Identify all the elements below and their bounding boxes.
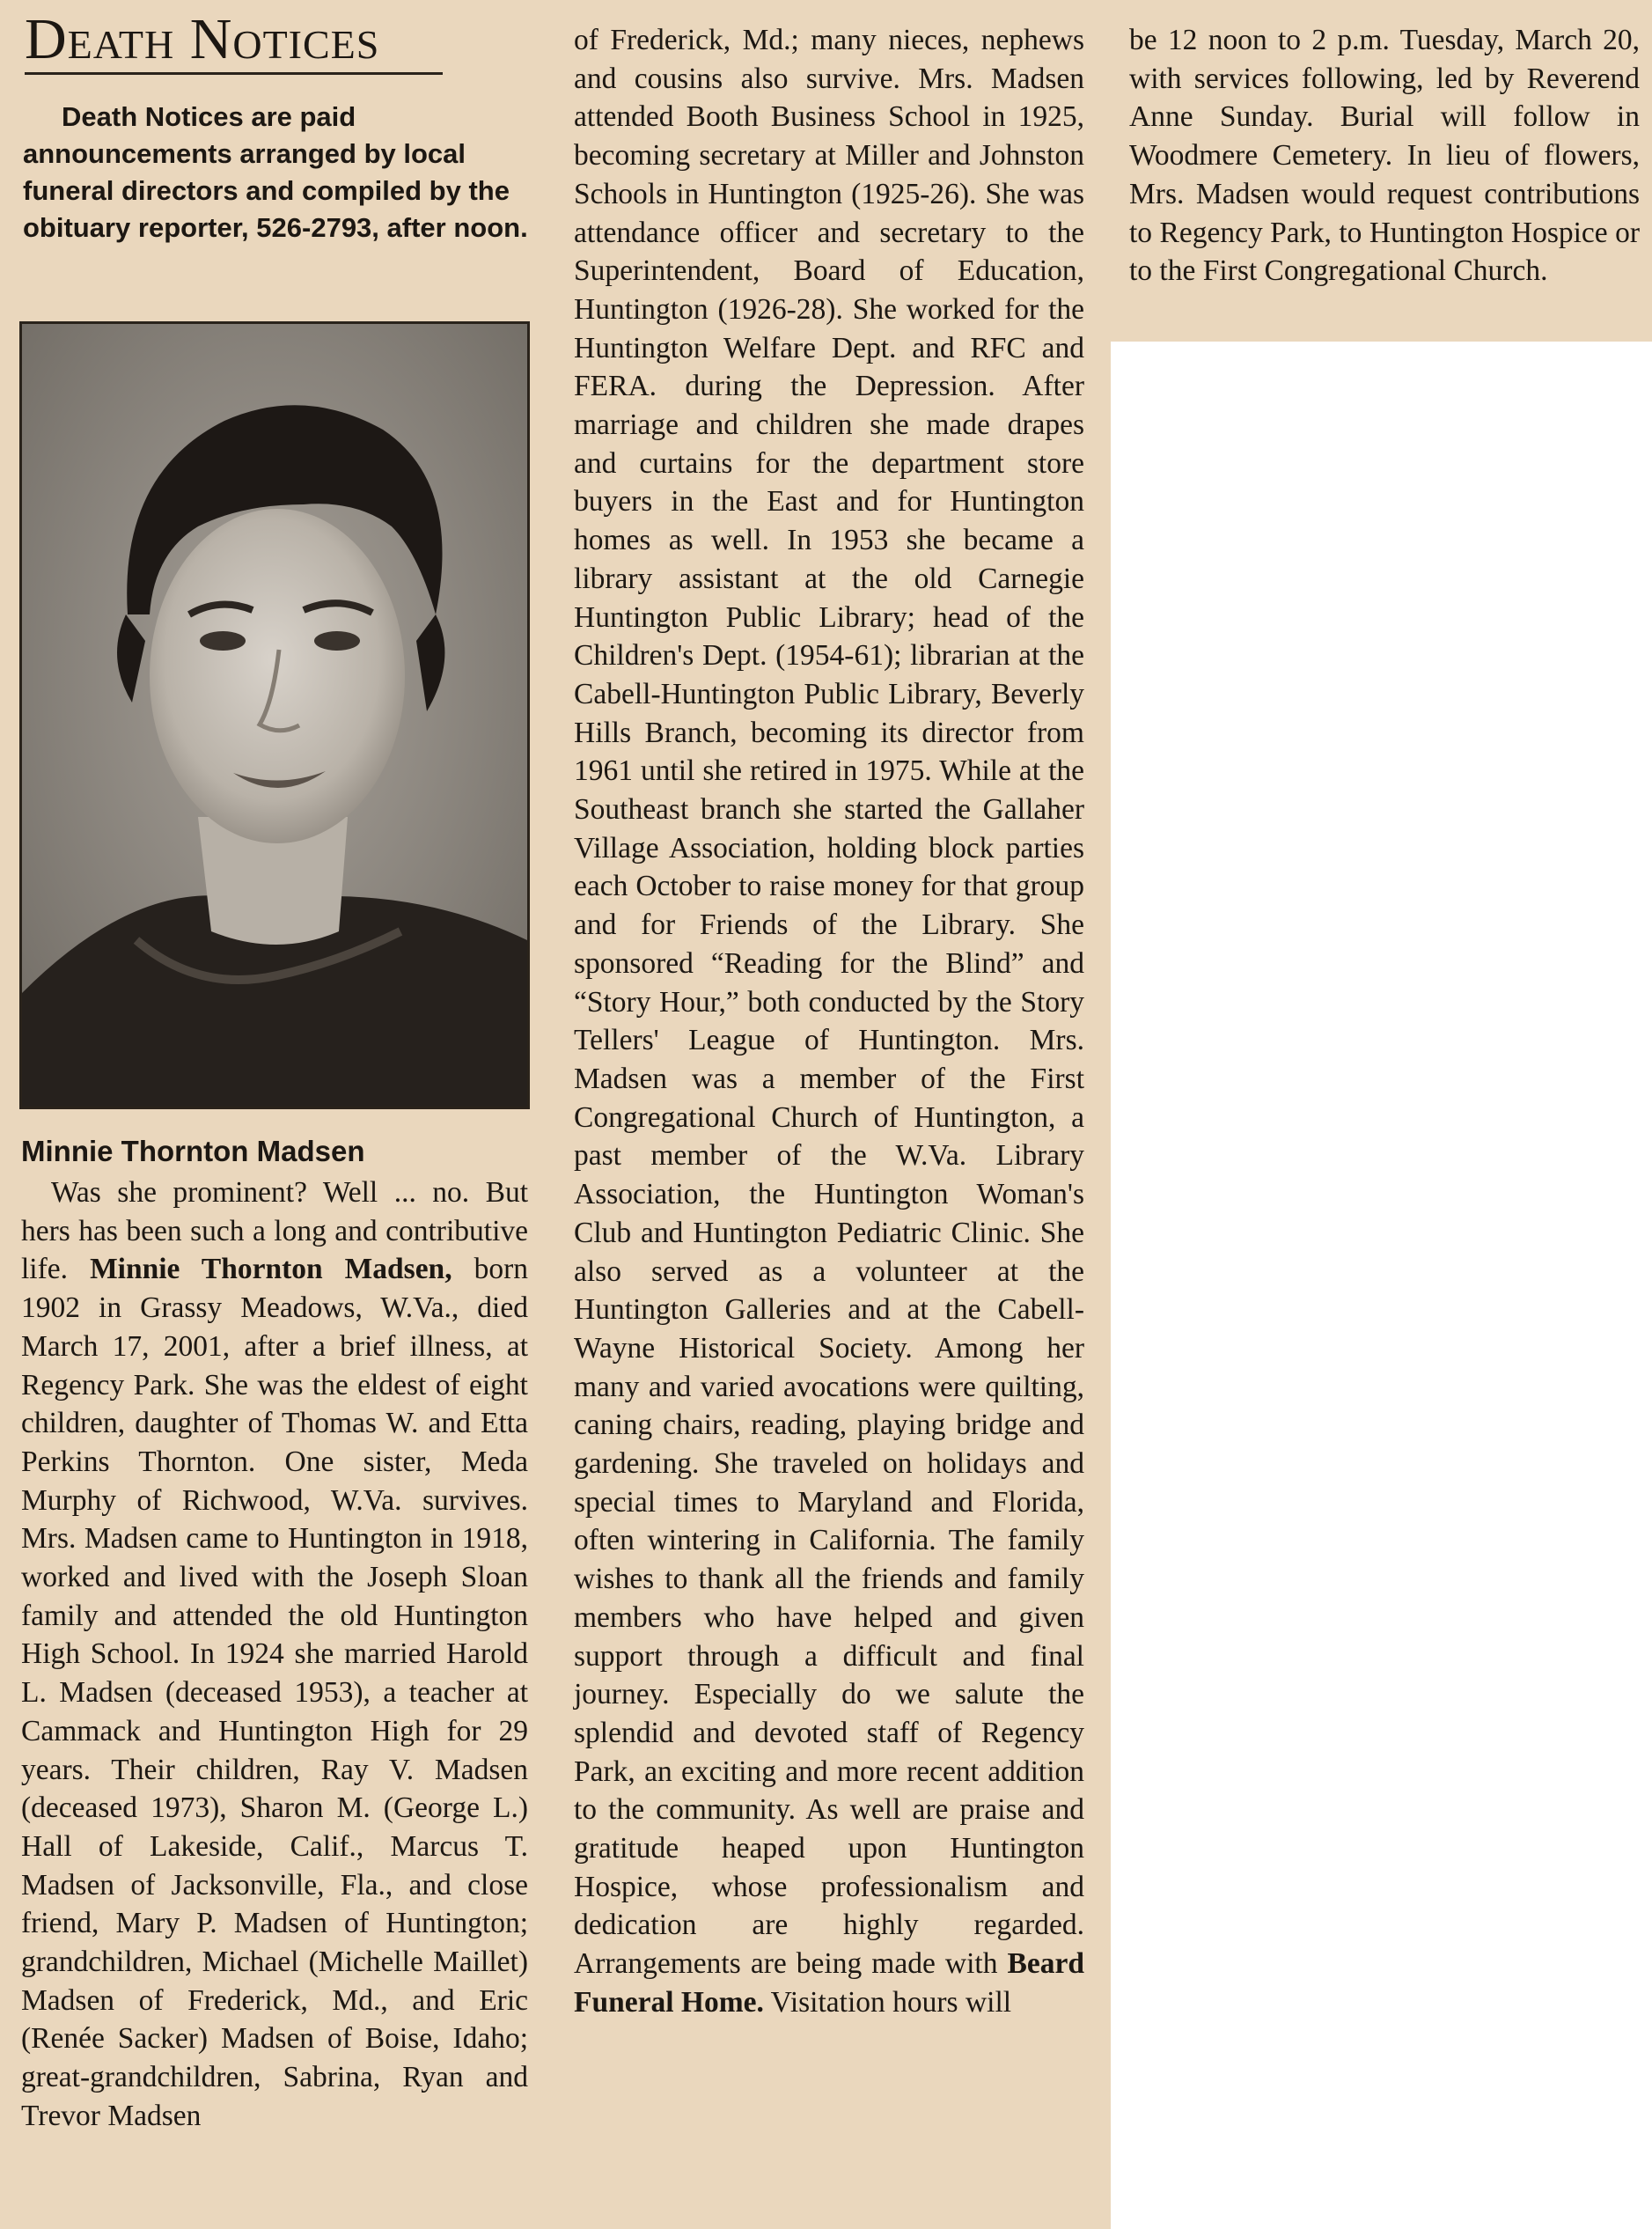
section-title: Death Notices [25, 7, 380, 71]
portrait-photo [19, 321, 530, 1109]
funeral-home-name: Beard Funeral Home. [574, 1947, 1085, 2019]
obituary-body-end: Visitation hours will [770, 1985, 1012, 2019]
intro-note: Death Notices are paid announcements arranged by local funeral directors and compiled by the obituary reporter, 526-2793, after noon. [23, 101, 528, 243]
obituary-column-3 [1129, 21, 1640, 291]
deceased-name: Minnie Thornton Madsen, [90, 1253, 452, 1286]
obituary-paragraph [574, 21, 1084, 2022]
obituary-column-1 [21, 1173, 528, 2136]
obituary-body: be 12 noon to 2 p.m. Tuesday, March 20, with services following, led by Reverend Anne Sunday. Burial will follow in Woodmere Cemetery. In lieu of flowers, Mrs. Madsen would request contributions to Regency Park, to Huntington Hospice or to the First Congregational Church. [1129, 24, 1640, 288]
obituary-paragraph [1129, 21, 1640, 291]
photo-caption: Minnie Thornton Madsen [21, 1135, 365, 1167]
obituary-opening: Was she prominent? Well ... no. But hers has been such a long and contributive life. [21, 1176, 528, 1286]
obituary-body: born 1902 in Grassy Meadows, W.Va., died March 17, 2001, after a brief illness, at Regency Park. She was the eldest of eight children, daughter of Thomas W. and Etta Perkins Thornton. One sister, Meda Murphy of Richwood, W.Va. survives. Mrs. Madsen came to Huntington in 1918, worked and lived with the Joseph Sloan family and attended the old Huntington High School. In 1924 she married Harold L. Madsen (deceased 1953), a teacher at Cammack and Huntington High for 29 years. Their children, Ray V. Madsen (deceased 1973), Sharon M. (George L.) Hall of Lakeside, Calif., Marcus T. Madsen of Jacksonville, Fla., and close friend, Mary P. Madsen of Huntington; grandchildren, Michael (Michelle Maillet) Madsen of Frederick, Md., and Eric (Renée Sacker) Madsen of Boise, Idaho; great-grandchildren, Sabrina, Ryan and Trevor Madsen [21, 1253, 529, 2132]
portrait-image [22, 324, 527, 1107]
title-rule [25, 72, 443, 75]
obituary-paragraph [21, 1173, 528, 2136]
obituary-body: of Frederick, Md.; many nieces, nephews and cousins also survive. Mrs. Madsen attended Booth Business School in 1925, becoming secretary at Miller and Johnston Schools in Huntington (1925-26). She was attendance officer and secretary to the Superintendent, Board of Education, Huntington (1926-28). She worked for the Huntington Welfare Dept. and RFC and FERA. during the Depression. After marriage and children she made drapes and curtains for the department store buyers in the East and for Huntington homes as well. In 1953 she became a library assistant at the old Carnegie Huntington Public Library; head of the Children's Dept. (1954-61); librarian at the Cabell-Huntington Public Library, Beverly Hills Branch, becoming its director from 1961 until she retired in 1975. While at the Southeast branch she started the Gallaher Village Association, holding block parties each October to raise money for that group and for Friends of the Library. She sponsored “Reading for the Blind” and “Story Hour,” both conducted by the Story Tellers' League of Huntington. Mrs. Madsen was a member of the First Congregational Church of Huntington, a past member of the W.Va. Library Association, the Huntington Woman's Club and Huntington Pediatric Clinic. She also served as a volunteer at the Huntington Galleries and at the Cabell-Wayne Historical Society. Among her many and varied avocations were quilting, caning chairs, reading, playing bridge and gardening. She traveled on holidays and special times to Maryland and Florida, often wintering in California. The family wishes to thank all the friends and family members who have helped and given support through a difficult and final journey. Especially do we salute the splendid and devoted staff of Regency Park, an exciting and more recent addition to the community. As well are praise and gratitude heaped upon Huntington Hospice, whose professionalism and dedication are highly regarded. Arrangements are being made with [574, 24, 1084, 1981]
obituary-column-2 [574, 21, 1084, 2022]
